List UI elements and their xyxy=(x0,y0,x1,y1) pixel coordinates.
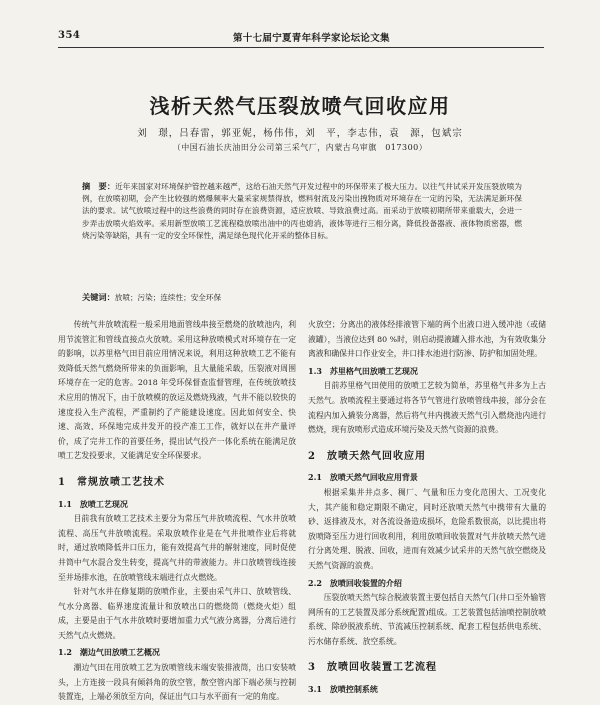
running-header xyxy=(58,30,544,46)
abstract-text: 近年来国家对环境保护管控越来越严，这给石油天然气开发过程中的环保带来了极大压力。以往气井试采开发压裂放喷为例，在放喷初期，会产生比较强的燃爆频率大量采家规禁得放，燃料射流及污染出拽物质对环境存在一定的污染，无法满足新环保法的要求。试气放喷过程中的这些浪费的同时存在浪费资源，适应放喷、导致浪费过高。而采动于放喷初期所带来重载大，会进一步弄击放喷火焰效率。采用新型放喷工艺流程稳放喷出油中的丙也熄消，液体等进行三相分离，降低投备器液、液体物质密器，燃烧污染等缺陷，具有一定的安全环保性，满足绿色现代化开采的整体目标。 xyxy=(82,182,522,240)
paragraph-1-2: 潮边气田在用放喷工艺为放喷管线末端安装排液筒，出口安装喷头，上方连接一段具有倾斜角的放空管，散空管内部下端必须与控制装置连，上端必须放至方向，保证出气口与水平面有一定的角度。 xyxy=(58,663,296,702)
paragraph-1-1b: 针对气水井在修复期的放喷作业，主要由采气井口、放喷管线、气水分离器、临界速度流量计和放喷出口的燃烧筒（燃烧火炬）组成，主要是由于气水井放喷时要增加重力式气液分离器，分离后进行天然气点火燃烧。 xyxy=(58,587,296,640)
section-heading-1: 1 常规放喷工艺技术 xyxy=(58,476,165,488)
keywords xyxy=(82,292,522,303)
section-heading-3: 3 放喷回收装置工艺流程 xyxy=(308,662,437,674)
subsection-heading-3-1: 3.1 放喷控制系统 xyxy=(308,684,378,695)
abstract-label: 摘 要： xyxy=(82,181,116,191)
page-number: 354 xyxy=(58,30,81,41)
abstract xyxy=(82,180,522,242)
section-heading-2: 2 放喷天然气回收应用 xyxy=(308,450,426,462)
paragraph-1-3: 目前苏里格气田使用的放喷工艺较为简单，苏里格气井多为上古天然气。放喷流程主要通过将各节气管进行放喷管线串接，部分会在流程内加入撬装分离器，然后将气井内携液天然气引入燃烧池内进行燃烧，现有放喷形式造成环境污染及天然气资源的浪费。 xyxy=(308,381,546,435)
subsection-heading-1-2: 1.2 潮边气田放喷工艺概况 xyxy=(58,647,160,658)
affiliation: （中国石油长庆油田分公司第三采气厂，内蒙古乌审旗 017300） xyxy=(172,143,428,152)
continued-paragraph: 火放空；分离出的液体经排液管下端的两个出液口进入缓冲池（或储液罐），当液位达到 80 %时，则启动提液罐入排水池，为有效收集分离液和确保井口作业安全，井口排水池进行防渗、防护和加固处理。 xyxy=(308,320,546,359)
subsection-heading-2-1: 2.1 放喷天然气回收应用背景 xyxy=(308,472,418,483)
paragraph-2-2: 压裂放喷天然气综合脱液装置主要包括自天然气门(井口至外输管网所有的工艺装置及部分系统配置)组成。工艺装置包括油喷控制放喷系统、除砂脱液系统、节流减压控制系统、配套工程包括供电系统、污水储存系统、放空系统。 xyxy=(308,593,546,646)
subsection-heading-2-2: 2.2 放喷回收装置的介绍 xyxy=(308,577,402,588)
intro-paragraph: 传统气井放喷流程一般采用地面管线串接至燃烧的放喷池内，利用节流管汇和管线直接点火放喷。采用这种放喷模式对环境存在一定的影响，以苏里格气田目前应用情况来说，利用这种放喷工艺不能有效降低天然气燃烧所带来的负面影响，且大量能采载，压裂液对周围环境存在一定的危害。2018 年受环保督查监督管理，在传统放喷技术应用的情况下，由于放喷模的放运及燃烧残液，气井不能以较快的速度投入生产流程，严重制约了产能建设速度。因此如何安全、快速、高效、环保地完成井发开的投产准工工作，就好以在井产量评价，成了完井工作的首要任务，提出试气投产一体化系统在能满足放喷工艺发投要求，又能满足安全环保要求。 xyxy=(58,320,296,461)
left-column xyxy=(58,318,296,702)
subsection-heading-1-1: 1.1 放喷工艺现况 xyxy=(58,498,128,509)
keywords-text: 放喷；污染；连续性；安全环保 xyxy=(114,293,222,302)
paragraph-2-1: 根据采集井井点多、稠厂、气量和压力变化范围大、工况变化大，其产能和稳定期限不确定，同时还放喷天然气中携带有大量的砂、返排液及水，对各流设备造成损坏，危险系数很高，以比提出将放喷降至压力进行回收利用，利用放喷回收装置对气井放喷天然气进行分离处理、脱液、回收，进而有效减少试采井的天然气放空燃烧及天然气资源的浪费。 xyxy=(308,487,546,570)
right-column xyxy=(308,318,546,696)
paper-title: 浅析天然气压裂放喷气回收应用 xyxy=(149,94,451,118)
journal-title: 第十七届宁夏青年科学家论坛论文集 xyxy=(233,33,390,44)
header-rule xyxy=(58,47,544,48)
subsection-heading-1-3: 1.3 苏里格气田放喷工艺现况 xyxy=(308,365,418,376)
keywords-label: 关键词： xyxy=(82,292,115,302)
paragraph-1-1: 目前我有放喷工艺技术主要分为常压气井放喷流程、气水井放喷流程、高压气井放喷流程。采取放喷作业是在气井批喷作业后将就时，通过放喷降低井口压力，能有效提高气井的解射速度，同时促使井筒中气水混合发生转变，提高气井的带液能力。井口放喷管线连接至井场排水池，在放喷管线末端进行点火燃烧。 xyxy=(58,514,296,582)
author-list: 刘 璟，吕春雷，郭亚妮，杨伟伟，刘 平，李志伟，袁 源，包斌宗 xyxy=(137,128,463,139)
